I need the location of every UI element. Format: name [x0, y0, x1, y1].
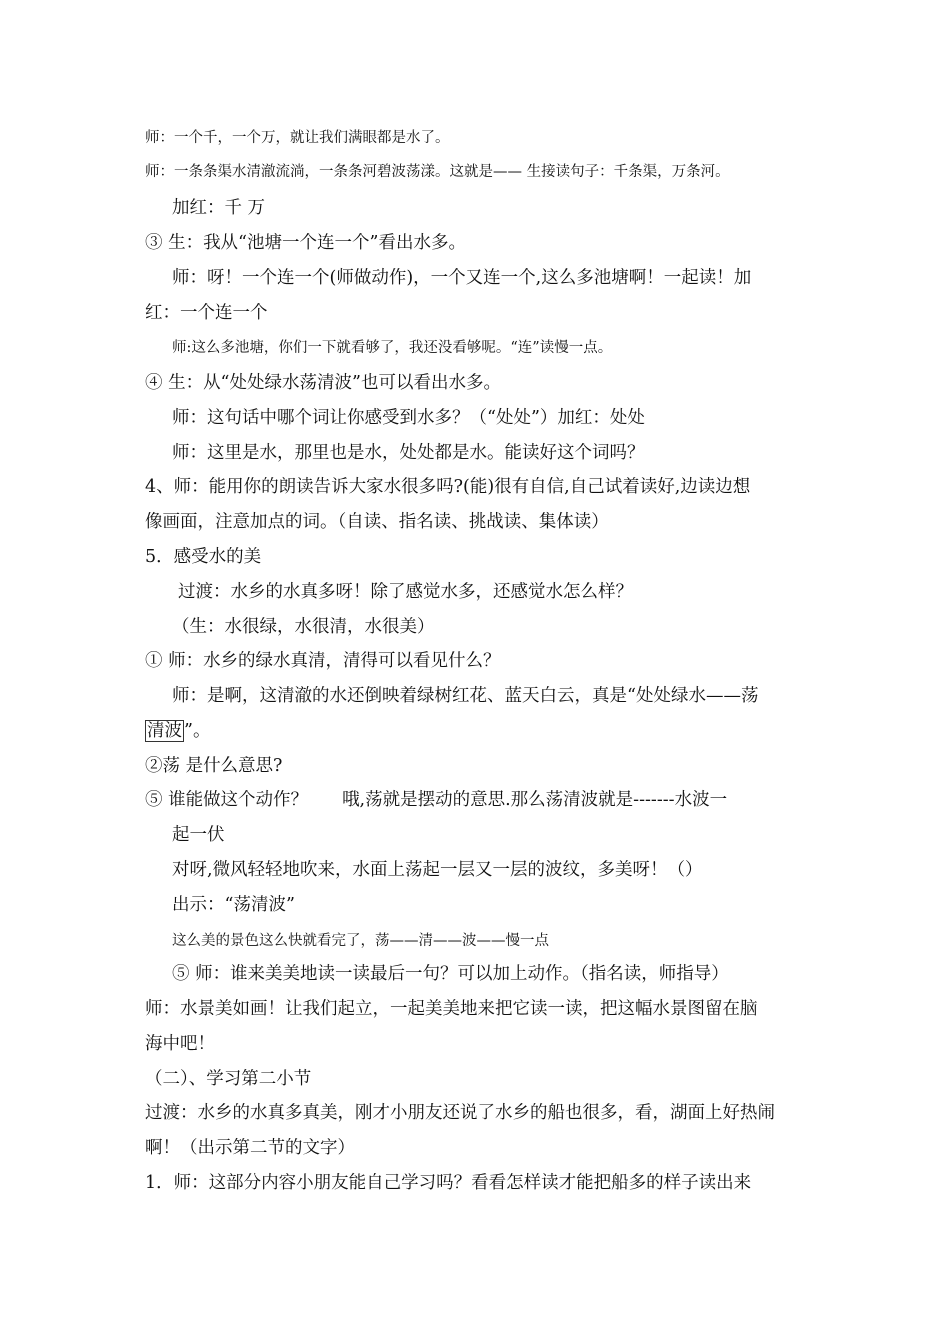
text-line: 师：呀！一个连一个(师做动作)，一个又连一个,这么多池塘啊！一起读！加: [172, 268, 752, 288]
text-line: 出示：“荡清波”: [172, 895, 295, 915]
text-line: 起一伏: [172, 825, 225, 845]
text-line: 师：是啊，这清澈的水还倒映着绿树红花、蓝天白云，真是“处处绿水——荡: [172, 686, 759, 706]
section-heading: 5．感受水的美: [145, 547, 262, 567]
text-line: 4、师：能用你的朗读告诉大家水很多吗?(能)很有自信,自己试着读好,边读边想: [145, 477, 751, 497]
text-fragment: ”。: [184, 721, 211, 741]
text-line: 师：水景美如画！让我们起立，一起美美地来把它读一读，把这幅水景图留在脑: [145, 999, 758, 1019]
text-line: 过渡：水乡的水真多真美，刚才小朋友还说了水乡的船也很多，看，湖面上好热闹: [145, 1103, 775, 1123]
text-line: 师：这句话中哪个词让你感受到水多？（“处处”）加红：处处: [172, 408, 645, 428]
text-line: 啊！（出示第二节的文字）: [145, 1138, 355, 1158]
text-line: [145, 786, 727, 811]
text-fragment: ⑤ 谁能做这个动作？: [145, 790, 309, 810]
boxed-word: 清波: [147, 721, 182, 741]
text-line: 师：一个千，一个万，就让我们满眼都是水了。: [145, 130, 450, 146]
text-line: 过渡：水乡的水真多呀！除了感觉水多，还感觉水怎么样？: [178, 582, 633, 602]
text-line: 海中吧！: [145, 1034, 215, 1054]
text-line: [145, 717, 210, 742]
text-line: 这么美的景色这么快就看完了，荡——清——波——慢一点: [172, 933, 549, 949]
text-line: 对呀,微风轻轻地吹来，水面上荡起一层又一层的波纹，多美呀！（）: [172, 860, 703, 880]
text-fragment: 哦,荡就是摆动的意思.那么荡清波就是-------水波一: [342, 790, 728, 810]
text-line: ③ 生：我从“池塘一个连一个”看出水多。: [145, 233, 466, 253]
text-line: ④ 生：从“处处绿水荡清波”也可以看出水多。: [145, 373, 501, 393]
text-line: 1．师：这部分内容小朋友能自己学习吗？看看怎样读才能把船多的样子读出来: [145, 1173, 752, 1193]
text-line: 师:这么多池塘，你们一下就看够了，我还没看够呢。“连”读慢一点。: [172, 340, 613, 356]
text-line: 像画面，注意加点的词。（自读、指名读、挑战读、集体读）: [145, 512, 609, 532]
text-line: 师：这里是水，那里也是水，处处都是水。能读好这个词吗？: [172, 443, 645, 463]
text-line: ②荡 是什么意思?: [145, 756, 283, 776]
text-line: （生：水很绿，水很清，水很美）: [172, 617, 435, 637]
text-line: ⑤ 师：谁来美美地读一读最后一句？可以加上动作。（指名读，师指导）: [172, 964, 729, 984]
text-line: ① 师：水乡的绿水真清，清得可以看见什么？: [145, 651, 501, 671]
text-line: 红：一个连一个: [145, 303, 268, 323]
text-line: 师：一条条渠水清澈流淌，一条条河碧波荡漾。这就是—— 生接读句子：千条渠，万条河。: [145, 164, 730, 180]
text-line: 加红：千 万: [172, 198, 266, 218]
section-heading: （二）、学习第二小节: [145, 1069, 312, 1089]
